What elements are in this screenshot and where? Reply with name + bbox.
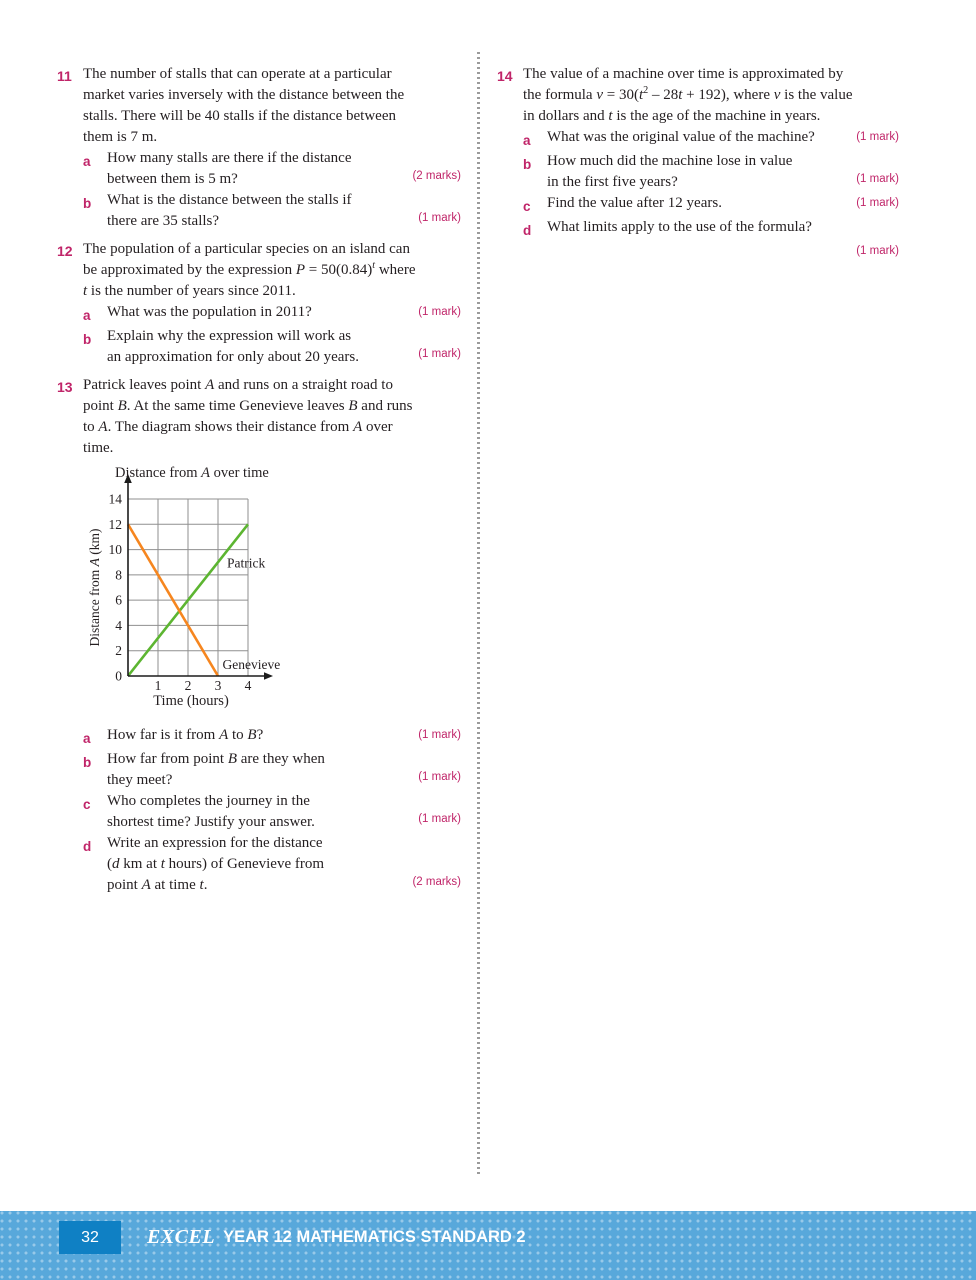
question (497, 64, 899, 265)
book-title: YEAR 12 MATHEMATICS STANDARD 2 (223, 1228, 526, 1246)
part-text: What is the distance between the stalls if there are 35 stalls? (107, 192, 352, 229)
question-part (83, 749, 461, 791)
part-marks: (1 mark) (856, 173, 899, 185)
question-parts (83, 148, 461, 232)
part-letter: b (83, 754, 92, 770)
part-marks: (1 mark) (418, 729, 461, 741)
part-marks: (1 mark) (418, 212, 461, 224)
part-text: How far is it from A to B? (107, 727, 264, 743)
question-part (83, 190, 461, 232)
part-text: What limits apply to the use of the formula? (547, 219, 812, 235)
page-number: 32 (81, 1228, 99, 1246)
part-marks: (1 mark) (856, 131, 899, 143)
y-tick-label: 0 (115, 668, 122, 684)
part-text: Write an expression for the distance (d km at t hours) of Genevieve from point A at time t. (107, 835, 325, 893)
question-part (523, 127, 899, 151)
question-number: 12 (57, 243, 73, 259)
question-part (83, 302, 461, 326)
question-text: Patrick leaves point A and runs on a straight road to point B. At the same time Genevieve leaves B and runs to A. The diagram shows their distance from A over time. (83, 377, 413, 456)
part-letter: b (83, 195, 92, 211)
part-marks: (2 marks) (412, 170, 461, 182)
footer-band (0, 1211, 976, 1280)
question-parts (83, 725, 461, 896)
y-tick-label: 12 (108, 516, 122, 532)
part-letter: d (523, 222, 532, 238)
part-text: What was the original value of the machine? (547, 129, 815, 145)
question-text: The value of a machine over time is approximated by the formula $v = 30(t^2 - 28t + 192)$, where v is the value in dollars and t is the age of the machine in years. (523, 66, 853, 124)
question-parts (523, 127, 899, 265)
question-part (523, 193, 899, 217)
question-parts (83, 302, 461, 368)
x-axis-arrow (264, 672, 273, 680)
x-tick-label: 1 (154, 678, 162, 693)
page-number-box (59, 1221, 121, 1254)
y-tick-label: 4 (115, 617, 122, 633)
question-content (523, 64, 899, 265)
part-marks: (1 mark) (418, 771, 461, 783)
question (57, 375, 461, 896)
x-tick-label: 4 (244, 678, 252, 693)
x-tick-label: 3 (214, 678, 222, 693)
part-text: How many stalls are there if the distance between them is 5 m? (107, 150, 352, 187)
part-text: Explain why the expression will work as an approximation for only about 20 years. (107, 328, 360, 365)
question (57, 64, 461, 232)
part-marks: (1 mark) (418, 306, 461, 318)
y-tick-label: 8 (115, 567, 122, 583)
question-number: 13 (57, 379, 73, 395)
question-part (83, 833, 461, 896)
question-content (83, 375, 461, 896)
part-text: How far from point B are they when they meet? (107, 751, 325, 788)
question-part (523, 151, 899, 193)
series-logo: EXCEL (147, 1226, 216, 1248)
question-number: 14 (497, 68, 513, 84)
question-part (83, 326, 461, 368)
part-marks: (1 mark) (418, 348, 461, 360)
question (57, 239, 461, 368)
y-tick-label: 6 (115, 592, 122, 608)
question-content (83, 239, 461, 368)
question-part (83, 148, 461, 190)
y-axis-label: Distance from A (km) (88, 528, 102, 647)
part-marks: (1 mark) (856, 244, 899, 257)
y-tick-label: 14 (108, 491, 122, 507)
part-letter: a (523, 132, 531, 148)
chart-title: Distance from A over time (115, 465, 269, 481)
part-letter: d (83, 838, 92, 854)
question-part (523, 217, 899, 265)
x-axis-label: Time (hours) (153, 693, 229, 709)
part-letter: b (83, 331, 92, 347)
question-text: The population of a particular species on an island can be approximated by the expression $P = 50(0.84)^t$ where t is the number of years since 2011. (83, 241, 416, 299)
right-column (497, 64, 899, 272)
question-number: 11 (57, 68, 72, 84)
column-divider (477, 52, 480, 1174)
part-marks: (2 marks) (412, 876, 461, 888)
left-column (57, 64, 461, 903)
y-tick-label: 10 (108, 542, 122, 558)
series-label-genevieve: Genevieve (222, 657, 281, 673)
part-text: How much did the machine lose in value in the first five years? (547, 153, 793, 190)
part-letter: a (83, 153, 91, 169)
part-marks: (1 mark) (418, 813, 461, 825)
part-letter: b (523, 156, 532, 172)
part-letter: a (83, 307, 91, 323)
chart-figure (88, 461, 461, 716)
question-part (83, 725, 461, 749)
part-text: Who completes the journey in the shortest time? Justify your answer. (107, 793, 315, 830)
part-text: Find the value after 12 years. (547, 195, 722, 211)
x-tick-label: 2 (184, 678, 192, 693)
part-letter: c (523, 198, 531, 214)
y-tick-label: 2 (115, 643, 122, 659)
part-letter: a (83, 730, 91, 746)
question-content (83, 64, 461, 232)
footer-title (147, 1221, 526, 1254)
part-marks: (1 mark) (856, 197, 899, 209)
question-part (83, 791, 461, 833)
part-text: What was the population in 2011? (107, 304, 312, 320)
series-label-patrick: Patrick (227, 555, 266, 571)
part-letter: c (83, 796, 91, 812)
distance-time-chart (88, 461, 340, 709)
question-text: The number of stalls that can operate at a particular market varies inversely with the distance between the stalls. There will be 40 stalls if the distance between them is 7 m. (83, 66, 405, 145)
